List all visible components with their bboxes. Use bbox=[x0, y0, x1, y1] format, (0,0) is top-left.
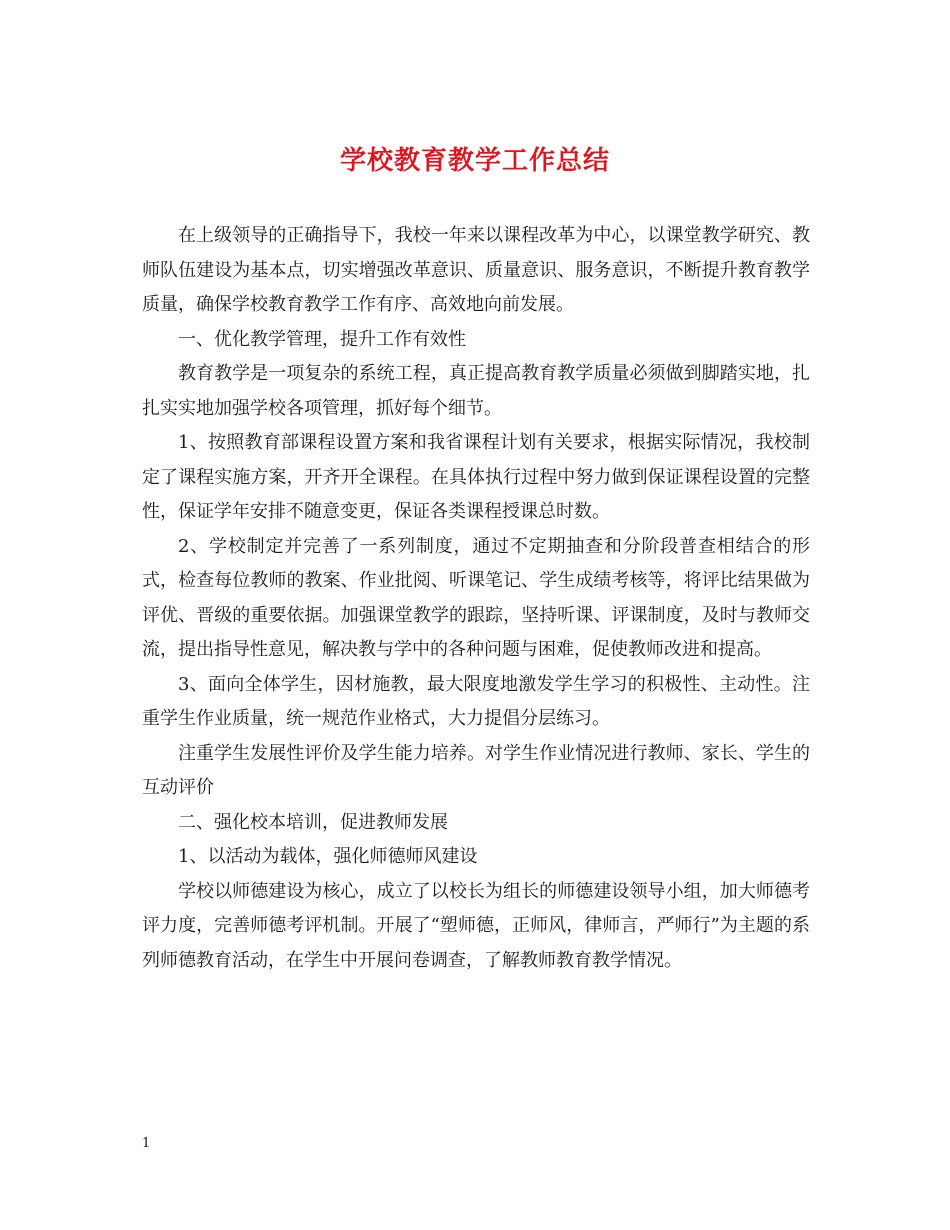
paragraph: 3、面向全体学生，因材施教，最大限度地激发学生学习的积极性、主动性。注重学生作业质量，统一规范作业格式，大力提倡分层练习。 bbox=[142, 673, 810, 729]
paragraph: 学校以师德建设为核心，成立了以校长为组长的师德建设领导小组，加大师德考评力度，完善师德考评机制。开展了“塑师德，正师风，律师言，严师行”为主题的系列师德教育活动，在学生中开展问卷调查，了解教师教育教学情况。 bbox=[142, 880, 810, 971]
subsection-heading: 1、以活动为载体，强化师德师风建设 bbox=[178, 846, 478, 867]
paragraph: 注重学生发展性评价及学生能力培养。对学生作业情况进行教师、家长、学生的互动评价 bbox=[142, 742, 810, 798]
page-number: 1 bbox=[142, 1136, 151, 1151]
section-heading-2: 二、强化校本培训，促进教师发展 bbox=[178, 811, 448, 833]
section-heading-1: 一、优化教学管理，提升工作有效性 bbox=[178, 328, 466, 350]
document-body bbox=[142, 219, 810, 978]
document-title: 学校教育教学工作总结 bbox=[339, 146, 610, 176]
paragraph: 2、学校制定并完善了一系列制度，通过不定期抽查和分阶段普查相结合的形式，检查每位教师的教案、作业批阅、听课笔记、学生成绩考核等，将评比结果做为评优、晋级的重要依据。加强课堂教学的跟踪，坚持听课、评课制度，及时与教师交流，提出指导性意见，解决教与学中的各种问题与困难，促使教师改进和提高。 bbox=[142, 535, 810, 660]
paragraph: 教育教学是一项复杂的系统工程，真正提高教育教学质量必须做到脚踏实地，扎扎实实地加强学校各项管理，抓好每个细节。 bbox=[142, 363, 810, 419]
paragraph-intro: 在上级领导的正确指导下，我校一年来以课程改革为中心，以课堂教学研究、教师队伍建设为基本点，切实增强改革意识、质量意识、服务意识，不断提升教育教学质量，确保学校教育教学工作有序、高效地向前发展。 bbox=[142, 225, 810, 315]
paragraph: 1、按照教育部课程设置方案和我省课程计划有关要求，根据实际情况，我校制定了课程实施方案，开齐开全课程。在具体执行过程中努力做到保证课程设置的完整性，保证学年安排不随意变更，保证各类课程授课总时数。 bbox=[142, 432, 810, 522]
